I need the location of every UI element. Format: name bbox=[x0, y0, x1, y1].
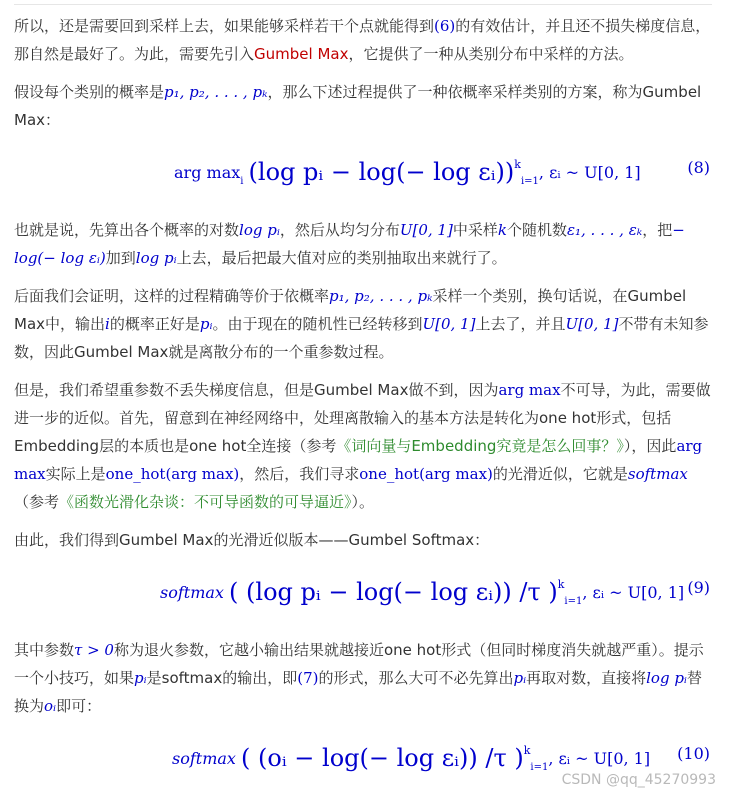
text: 其中参数 bbox=[14, 641, 75, 659]
inline-math: U[0, 1] bbox=[565, 315, 619, 333]
equation-number: (9) bbox=[687, 578, 710, 597]
inline-math: log pᵢ bbox=[239, 221, 280, 239]
text: 即可： bbox=[56, 697, 102, 715]
inline-math: p₁, p₂, . . . , pₖ bbox=[329, 287, 433, 305]
text: ，那么下述过程提供了一种依概率采样类别的方案，称为Gumbel Max： bbox=[14, 83, 702, 129]
superscript: k bbox=[523, 744, 531, 757]
inline-math: − log(− log εᵢ) bbox=[14, 221, 685, 267]
text: 上去，最后把最大值对应的类别抽取出来就行了。 bbox=[176, 249, 507, 267]
equation-9-body: ( (log pᵢ − log(− log εᵢ)) /τ ) bbox=[229, 578, 558, 606]
text: 但是，我们希望重参数不丢失梯度信息，但是Gumbel Max做不到，因为 bbox=[14, 381, 499, 399]
paragraph-3 bbox=[14, 216, 716, 272]
text: 加到 bbox=[105, 249, 136, 267]
equation-ref[interactable]: (6) bbox=[434, 17, 456, 35]
text: 替换为 bbox=[14, 669, 702, 715]
inline-math: one_hot(arg max) bbox=[105, 465, 240, 483]
text: 的概率正好是 bbox=[109, 315, 200, 333]
argmax-operator: arg max bbox=[174, 163, 241, 182]
text: 所以，还是需要回到采样上去，如果能够采样若干个点就能得到 bbox=[14, 17, 435, 35]
equation-number: (10) bbox=[677, 744, 710, 763]
text: 后面我们会证明，这样的过程精确等价于依概率 bbox=[14, 287, 330, 305]
superscript: k bbox=[514, 158, 521, 171]
equation-10-condition: , εᵢ ~ U[0, 1] bbox=[548, 749, 651, 768]
paragraph-7 bbox=[14, 636, 716, 720]
subscript: i=1 bbox=[530, 762, 549, 773]
equation-8-condition: , εᵢ ~ U[0, 1] bbox=[538, 163, 641, 182]
equation-9-formula bbox=[160, 578, 684, 607]
inline-math: softmax bbox=[627, 465, 688, 483]
paragraph-1 bbox=[14, 12, 716, 68]
article-body bbox=[14, 12, 716, 802]
paragraph-5 bbox=[14, 376, 716, 516]
equation-10-body: ( (oᵢ − log(− log εᵢ)) /τ ) bbox=[241, 744, 524, 772]
link-embedding-article[interactable]: 《词向量与Embedding究竟是怎么回事？》 bbox=[336, 437, 624, 455]
text: 上去了，并且 bbox=[475, 315, 566, 333]
text: 假设每个类别的概率是 bbox=[14, 83, 165, 101]
text: ），因此 bbox=[623, 437, 677, 455]
text: （参考 bbox=[14, 493, 60, 511]
inline-math: one_hot(arg max) bbox=[359, 465, 493, 483]
inline-math: U[0, 1] bbox=[399, 221, 453, 239]
text: ，然后从均匀分布 bbox=[279, 221, 400, 239]
text: ，把 bbox=[642, 221, 673, 239]
superscript: k bbox=[557, 578, 565, 591]
equation-8-body: (log pᵢ − log(− log εᵢ)) bbox=[248, 158, 515, 186]
equation-10-formula bbox=[172, 744, 650, 773]
link-smoothing-article[interactable]: 《函数光滑化杂谈：不可导函数的可导逼近》 bbox=[59, 493, 352, 511]
inline-math: log pᵢ bbox=[646, 669, 687, 687]
inline-math: pᵢ bbox=[199, 315, 213, 333]
inline-math: p₁, p₂, . . . , pₖ bbox=[164, 83, 268, 101]
paragraph-6: 由此，我们得到Gumbel Max的光滑近似版本——Gumbel Softmax： bbox=[14, 531, 490, 549]
text: ，然后，我们寻求 bbox=[239, 465, 360, 483]
inline-math: k bbox=[497, 221, 507, 239]
paragraph-4 bbox=[14, 282, 716, 366]
paragraph-2 bbox=[14, 78, 716, 134]
inline-math: arg max bbox=[498, 381, 561, 399]
subscript: i=1 bbox=[564, 596, 583, 607]
text: 称为退火参数，它越小输出结果就越接近one hot形式（但同时梯度消失就越严重）。提示一个小技巧，如果 bbox=[14, 641, 704, 687]
inline-math: arg max bbox=[14, 437, 703, 483]
text: 。由于现在的随机性已经转移到 bbox=[212, 315, 423, 333]
inline-math: pᵢ bbox=[513, 669, 527, 687]
text: 再取对数，直接将 bbox=[526, 669, 647, 687]
text: 不可导，为此，需要做进一步的近似。首先，留意到在神经网络中，处理离散输入的基本方法是转化为one hot形式，包括Embedding层的本质也是one hot全连接（参考 bbox=[14, 381, 711, 455]
equation-ref[interactable]: (7) bbox=[297, 669, 319, 687]
softmax-operator: softmax bbox=[172, 749, 236, 768]
text: 的形式，那么大可不必先算出 bbox=[318, 669, 514, 687]
argmax-subscript: i bbox=[240, 176, 244, 187]
text: ）。 bbox=[351, 493, 375, 511]
text: 不带有未知参数，因此Gumbel Max就是离散分布的一个重参数过程。 bbox=[14, 315, 709, 361]
text: 采样一个类别，换句话说，在Gumbel Max中，输出 bbox=[14, 287, 687, 333]
equation-8 bbox=[14, 144, 716, 204]
inline-math: ε₁, . . . , εₖ bbox=[566, 221, 643, 239]
softmax-operator: softmax bbox=[160, 583, 224, 602]
equation-number: (8) bbox=[687, 158, 710, 177]
top-divider bbox=[14, 4, 712, 5]
inline-math: oᵢ bbox=[44, 697, 57, 715]
text: 也就是说，先算出各个概率的对数 bbox=[14, 221, 240, 239]
csdn-watermark: CSDN @qq_45270993 bbox=[561, 772, 716, 788]
text: 的有效估计，并且还不损失梯度信息，那自然是最好了。为此，需要先引入 bbox=[14, 17, 711, 63]
equation-9 bbox=[14, 564, 716, 624]
text: ，它提供了一种从类别分布中采样的方法。 bbox=[348, 45, 634, 63]
equation-9-condition: , εᵢ ~ U[0, 1] bbox=[582, 583, 685, 602]
text: 个随机数 bbox=[506, 221, 567, 239]
text: 的光滑近似，它就是 bbox=[492, 465, 628, 483]
gumbel-max-term: Gumbel Max bbox=[254, 45, 349, 63]
equation-8-formula bbox=[174, 158, 641, 187]
inline-math: i bbox=[105, 315, 110, 333]
text: 是softmax的输出，即 bbox=[146, 669, 298, 687]
inline-math: U[0, 1] bbox=[422, 315, 476, 333]
text: 实际上是 bbox=[45, 465, 106, 483]
inline-math: log pᵢ bbox=[135, 249, 177, 267]
inline-math: pᵢ bbox=[134, 669, 147, 687]
text: 中采样 bbox=[452, 221, 498, 239]
subscript: i=1 bbox=[520, 176, 539, 187]
inline-math: τ > 0 bbox=[74, 641, 114, 659]
